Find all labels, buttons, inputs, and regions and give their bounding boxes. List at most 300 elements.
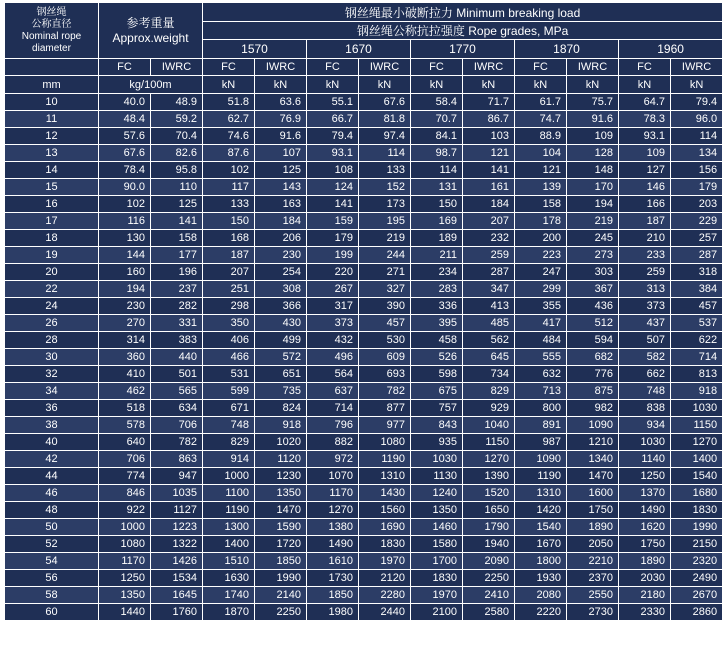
breaking-load-cell: 829 xyxy=(203,434,255,451)
diameter-cell: 60 xyxy=(5,604,99,621)
breaking-load-cell: 1390 xyxy=(463,468,515,485)
breaking-load-cell: 2860 xyxy=(671,604,723,621)
breaking-load-cell: 114 xyxy=(359,145,411,162)
breaking-load-cell: 537 xyxy=(671,315,723,332)
breaking-load-cell: 184 xyxy=(255,213,307,230)
table-row xyxy=(5,94,723,111)
breaking-load-cell: 1690 xyxy=(359,519,411,536)
load-unit: kN xyxy=(619,76,671,94)
breaking-load-cell: 526 xyxy=(411,349,463,366)
breaking-load-cell: 582 xyxy=(619,349,671,366)
weight-cell: 1322 xyxy=(151,536,203,553)
breaking-load-cell: 395 xyxy=(411,315,463,332)
breaking-load-cell: 2140 xyxy=(255,587,307,604)
breaking-load-cell: 2440 xyxy=(359,604,411,621)
breaking-load-cell: 1400 xyxy=(203,536,255,553)
weight-cell: 1223 xyxy=(151,519,203,536)
breaking-load-cell: 1100 xyxy=(203,485,255,502)
weight-cell: 383 xyxy=(151,332,203,349)
diameter-cell: 14 xyxy=(5,162,99,179)
breaking-load-cell: 496 xyxy=(307,349,359,366)
diameter-header-cn: 钢丝绳 xyxy=(36,6,67,18)
weight-cell: 410 xyxy=(99,366,151,383)
breaking-load-cell: 207 xyxy=(203,264,255,281)
breaking-load-cell: 79.4 xyxy=(671,94,723,111)
breaking-load-cell: 562 xyxy=(463,332,515,349)
breaking-load-cell: 776 xyxy=(567,366,619,383)
breaking-load-cell: 1150 xyxy=(463,434,515,451)
table-row xyxy=(5,230,723,247)
breaking-load-cell: 187 xyxy=(203,247,255,264)
type-header-empty xyxy=(5,59,99,76)
load-unit: kN xyxy=(307,76,359,94)
breaking-load-cell: 98.7 xyxy=(411,145,463,162)
diameter-cell: 46 xyxy=(5,485,99,502)
breaking-load-cell: 1310 xyxy=(359,468,411,485)
breaking-load-cell: 134 xyxy=(671,145,723,162)
breaking-load-cell: 877 xyxy=(359,400,411,417)
breaking-load-cell: 70.7 xyxy=(411,111,463,128)
breaking-load-cell: 662 xyxy=(619,366,671,383)
breaking-load-cell: 843 xyxy=(411,417,463,434)
table-row xyxy=(5,400,723,417)
breaking-load-cell: 1850 xyxy=(255,553,307,570)
breaking-load-cell: 152 xyxy=(359,179,411,196)
weight-cell: 40.0 xyxy=(99,94,151,111)
breaking-load-cell: 1490 xyxy=(307,536,359,553)
weight-cell: 67.6 xyxy=(99,145,151,162)
breaking-load-cell: 1730 xyxy=(307,570,359,587)
weight-cell: 1035 xyxy=(151,485,203,502)
breaking-load-cell: 318 xyxy=(671,264,723,281)
rope-type-header: IWRC xyxy=(359,59,411,76)
breaking-load-cell: 1040 xyxy=(463,417,515,434)
weight-cell: 331 xyxy=(151,315,203,332)
breaking-load-cell: 104 xyxy=(515,145,567,162)
breaking-load-cell: 96.0 xyxy=(671,111,723,128)
breaking-load-cell: 1090 xyxy=(567,417,619,434)
breaking-load-cell: 207 xyxy=(463,213,515,230)
table-row xyxy=(5,434,723,451)
table-row xyxy=(5,128,723,145)
grade-header-1570: 1570 xyxy=(203,40,307,59)
breaking-load-cell: 1680 xyxy=(671,485,723,502)
breaking-load-cell: 734 xyxy=(463,366,515,383)
breaking-load-cell: 179 xyxy=(671,179,723,196)
breaking-load-cell: 245 xyxy=(567,230,619,247)
weight-cell: 1350 xyxy=(99,587,151,604)
breaking-load-cell: 107 xyxy=(255,145,307,162)
weight-cell: 116 xyxy=(99,213,151,230)
breaking-load-cell: 1600 xyxy=(567,485,619,502)
breaking-load-cell: 232 xyxy=(463,230,515,247)
breaking-load-cell: 1790 xyxy=(463,519,515,536)
weight-cell: 1534 xyxy=(151,570,203,587)
breaking-load-cell: 406 xyxy=(203,332,255,349)
load-unit: kN xyxy=(255,76,307,94)
breaking-load-cell: 682 xyxy=(567,349,619,366)
breaking-load-cell: 1970 xyxy=(411,587,463,604)
breaking-load-cell: 229 xyxy=(671,213,723,230)
breaking-load-cell: 79.4 xyxy=(307,128,359,145)
diameter-cell: 18 xyxy=(5,230,99,247)
table-row xyxy=(5,196,723,213)
rope-type-header: FC xyxy=(99,59,151,76)
weight-cell: 578 xyxy=(99,417,151,434)
breaking-load-cell: 146 xyxy=(619,179,671,196)
breaking-load-cell: 200 xyxy=(515,230,567,247)
table-row xyxy=(5,383,723,400)
breaking-load-cell: 1750 xyxy=(567,502,619,519)
weight-cell: 237 xyxy=(151,281,203,298)
breaking-load-cell: 1250 xyxy=(619,468,671,485)
breaking-load-cell: 1540 xyxy=(515,519,567,536)
load-unit: kN xyxy=(463,76,515,94)
diameter-cell: 48 xyxy=(5,502,99,519)
weight-cell: 1080 xyxy=(99,536,151,553)
breaking-load-cell: 838 xyxy=(619,400,671,417)
weight-cell: 48.4 xyxy=(99,111,151,128)
breaking-load-cell: 637 xyxy=(307,383,359,400)
breaking-load-cell: 929 xyxy=(463,400,515,417)
weight-cell: 706 xyxy=(99,451,151,468)
breaking-load-cell: 2670 xyxy=(671,587,723,604)
breaking-load-cell: 1470 xyxy=(567,468,619,485)
breaking-load-cell: 1400 xyxy=(671,451,723,468)
breaking-load-cell: 918 xyxy=(255,417,307,434)
breaking-load-cell: 1990 xyxy=(671,519,723,536)
diameter-cell: 32 xyxy=(5,366,99,383)
diameter-cell: 22 xyxy=(5,281,99,298)
breaking-load-cell: 2120 xyxy=(359,570,411,587)
breaking-load-cell: 914 xyxy=(203,451,255,468)
table-row xyxy=(5,213,723,230)
breaking-load-cell: 1350 xyxy=(255,485,307,502)
breaking-load-cell: 124 xyxy=(307,179,359,196)
weight-cell: 1426 xyxy=(151,553,203,570)
rope-specification-table-container xyxy=(4,2,720,621)
breaking-load-cell: 384 xyxy=(671,281,723,298)
breaking-load-cell: 143 xyxy=(255,179,307,196)
weight-cell: 95.8 xyxy=(151,162,203,179)
weight-cell: 1645 xyxy=(151,587,203,604)
breaking-load-cell: 417 xyxy=(515,315,567,332)
load-unit: kN xyxy=(411,76,463,94)
breaking-load-cell: 133 xyxy=(203,196,255,213)
breaking-load-cell: 1830 xyxy=(411,570,463,587)
table-row xyxy=(5,553,723,570)
weight-cell: 440 xyxy=(151,349,203,366)
breaking-load-cell: 1420 xyxy=(515,502,567,519)
breaking-load-cell: 2370 xyxy=(567,570,619,587)
weight-cell: 141 xyxy=(151,213,203,230)
breaking-load-cell: 58.4 xyxy=(411,94,463,111)
weight-cell: 282 xyxy=(151,298,203,315)
weight-header-cn: 参考重量 xyxy=(126,15,175,30)
breaking-load-cell: 1980 xyxy=(307,604,359,621)
weight-cell: 230 xyxy=(99,298,151,315)
breaking-load-cell: 220 xyxy=(307,264,359,281)
breaking-load-cell: 355 xyxy=(515,298,567,315)
diameter-cell: 52 xyxy=(5,536,99,553)
table-row xyxy=(5,485,723,502)
weight-cell: 501 xyxy=(151,366,203,383)
breaking-load-cell: 287 xyxy=(671,247,723,264)
breaking-load-cell: 158 xyxy=(515,196,567,213)
weight-unit: kg/100m xyxy=(99,76,203,94)
table-row xyxy=(5,468,723,485)
breaking-load-cell: 141 xyxy=(463,162,515,179)
breaking-load-cell: 163 xyxy=(255,196,307,213)
breaking-load-cell: 131 xyxy=(411,179,463,196)
diameter-cell: 58 xyxy=(5,587,99,604)
breaking-load-cell: 2090 xyxy=(463,553,515,570)
breaking-load-cell: 150 xyxy=(203,213,255,230)
breaking-load-cell: 651 xyxy=(255,366,307,383)
breaking-load-cell: 934 xyxy=(619,417,671,434)
diameter-cell: 28 xyxy=(5,332,99,349)
breaking-load-cell: 555 xyxy=(515,349,567,366)
breaking-load-cell: 194 xyxy=(567,196,619,213)
breaking-load-cell: 71.7 xyxy=(463,94,515,111)
table-body xyxy=(5,94,723,621)
load-unit: kN xyxy=(203,76,255,94)
weight-cell: 782 xyxy=(151,434,203,451)
load-unit: kN xyxy=(567,76,619,94)
breaking-load-cell: 178 xyxy=(515,213,567,230)
grade-header-1960: 1960 xyxy=(619,40,723,59)
breaking-load-cell: 211 xyxy=(411,247,463,264)
breaking-load-cell: 2050 xyxy=(567,536,619,553)
breaking-load-cell: 121 xyxy=(463,145,515,162)
weight-cell: 1250 xyxy=(99,570,151,587)
breaking-load-cell: 75.7 xyxy=(567,94,619,111)
breaking-load-cell: 748 xyxy=(619,383,671,400)
rope-grades-header: 钢丝绳公称抗拉强度 Rope grades, MPa xyxy=(203,22,723,40)
breaking-load-cell: 313 xyxy=(619,281,671,298)
rope-type-header: IWRC xyxy=(567,59,619,76)
breaking-load-cell: 1590 xyxy=(255,519,307,536)
breaking-load-cell: 782 xyxy=(359,383,411,400)
breaking-load-cell: 195 xyxy=(359,213,411,230)
rope-type-header: IWRC xyxy=(463,59,515,76)
breaking-load-cell: 572 xyxy=(255,349,307,366)
grade-header-1670: 1670 xyxy=(307,40,411,59)
breaking-load-cell: 141 xyxy=(307,196,359,213)
breaking-load-cell: 114 xyxy=(671,128,723,145)
diameter-header-cn2: 公称直径 xyxy=(31,18,72,30)
breaking-load-cell: 1470 xyxy=(255,502,307,519)
breaking-load-cell: 2210 xyxy=(567,553,619,570)
breaking-load-cell: 457 xyxy=(671,298,723,315)
table-row xyxy=(5,587,723,604)
diameter-cell: 42 xyxy=(5,451,99,468)
breaking-load-cell: 251 xyxy=(203,281,255,298)
weight-cell: 1127 xyxy=(151,502,203,519)
breaking-load-cell: 1380 xyxy=(307,519,359,536)
breaking-load-cell: 128 xyxy=(567,145,619,162)
breaking-load-cell: 1070 xyxy=(307,468,359,485)
breaking-load-cell: 2250 xyxy=(255,604,307,621)
table-row xyxy=(5,519,723,536)
breaking-load-cell: 530 xyxy=(359,332,411,349)
breaking-load-cell: 693 xyxy=(359,366,411,383)
breaking-load-cell: 189 xyxy=(411,230,463,247)
table-row xyxy=(5,145,723,162)
diameter-cell: 56 xyxy=(5,570,99,587)
table-row xyxy=(5,451,723,468)
table-row xyxy=(5,366,723,383)
breaking-load-cell: 1030 xyxy=(619,434,671,451)
diameter-cell: 11 xyxy=(5,111,99,128)
breaking-load-cell: 1370 xyxy=(619,485,671,502)
breaking-load-cell: 1890 xyxy=(567,519,619,536)
breaking-load-cell: 81.8 xyxy=(359,111,411,128)
breaking-load-cell: 2730 xyxy=(567,604,619,621)
rope-type-header: FC xyxy=(307,59,359,76)
table-row xyxy=(5,502,723,519)
weight-cell: 196 xyxy=(151,264,203,281)
breaking-load-cell: 1190 xyxy=(515,468,567,485)
rope-type-header: FC xyxy=(515,59,567,76)
breaking-load-cell: 1610 xyxy=(307,553,359,570)
breaking-load-cell: 64.7 xyxy=(619,94,671,111)
breaking-load-cell: 1230 xyxy=(255,468,307,485)
breaking-load-cell: 169 xyxy=(411,213,463,230)
breaking-load-cell: 102 xyxy=(203,162,255,179)
breaking-load-cell: 2080 xyxy=(515,587,567,604)
breaking-load-cell: 271 xyxy=(359,264,411,281)
breaking-load-cell: 2150 xyxy=(671,536,723,553)
breaking-load-cell: 103 xyxy=(463,128,515,145)
table-row xyxy=(5,281,723,298)
breaking-load-cell: 287 xyxy=(463,264,515,281)
table-row xyxy=(5,162,723,179)
breaking-load-cell: 210 xyxy=(619,230,671,247)
weight-cell: 947 xyxy=(151,468,203,485)
breaking-load-cell: 366 xyxy=(255,298,307,315)
breaking-load-cell: 67.6 xyxy=(359,94,411,111)
table-row xyxy=(5,247,723,264)
breaking-load-cell: 1150 xyxy=(671,417,723,434)
weight-cell: 57.6 xyxy=(99,128,151,145)
breaking-load-cell: 219 xyxy=(567,213,619,230)
load-unit: kN xyxy=(671,76,723,94)
breaking-load-cell: 298 xyxy=(203,298,255,315)
weight-cell: 270 xyxy=(99,315,151,332)
breaking-load-cell: 199 xyxy=(307,247,359,264)
breaking-load-cell: 1020 xyxy=(255,434,307,451)
breaking-load-cell: 109 xyxy=(619,145,671,162)
breaking-load-cell: 66.7 xyxy=(307,111,359,128)
breaking-load-cell: 748 xyxy=(203,417,255,434)
breaking-load-cell: 97.4 xyxy=(359,128,411,145)
breaking-load-cell: 223 xyxy=(515,247,567,264)
breaking-load-cell: 62.7 xyxy=(203,111,255,128)
breaking-load-cell: 430 xyxy=(255,315,307,332)
breaking-load-cell: 336 xyxy=(411,298,463,315)
weight-cell: 110 xyxy=(151,179,203,196)
breaking-load-cell: 1140 xyxy=(619,451,671,468)
breaking-load-cell: 133 xyxy=(359,162,411,179)
breaking-load-cell: 61.7 xyxy=(515,94,567,111)
breaking-load-cell: 1990 xyxy=(255,570,307,587)
breaking-load-cell: 244 xyxy=(359,247,411,264)
breaking-load-cell: 91.6 xyxy=(255,128,307,145)
breaking-load-cell: 1940 xyxy=(463,536,515,553)
breaking-load-cell: 1970 xyxy=(359,553,411,570)
breaking-load-cell: 76.9 xyxy=(255,111,307,128)
weight-cell: 158 xyxy=(151,230,203,247)
breaking-load-cell: 1130 xyxy=(411,468,463,485)
breaking-load-cell: 1210 xyxy=(567,434,619,451)
diameter-cell: 40 xyxy=(5,434,99,451)
breaking-load-cell: 187 xyxy=(619,213,671,230)
weight-cell: 1760 xyxy=(151,604,203,621)
rope-type-header: FC xyxy=(411,59,463,76)
breaking-load-cell: 1170 xyxy=(307,485,359,502)
breaking-load-cell: 219 xyxy=(359,230,411,247)
breaking-load-cell: 117 xyxy=(203,179,255,196)
breaking-load-cell: 93.1 xyxy=(307,145,359,162)
breaking-load-cell: 308 xyxy=(255,281,307,298)
breaking-load-cell: 484 xyxy=(515,332,567,349)
breaking-load-cell: 1930 xyxy=(515,570,567,587)
breaking-load-cell: 1090 xyxy=(515,451,567,468)
breaking-load-cell: 91.6 xyxy=(567,111,619,128)
breaking-load-cell: 713 xyxy=(515,383,567,400)
diameter-cell: 38 xyxy=(5,417,99,434)
breaking-load-cell: 599 xyxy=(203,383,255,400)
breaking-load-cell: 1300 xyxy=(203,519,255,536)
breaking-load-cell: 121 xyxy=(515,162,567,179)
breaking-load-cell: 757 xyxy=(411,400,463,417)
weight-cell: 90.0 xyxy=(99,179,151,196)
breaking-load-cell: 485 xyxy=(463,315,515,332)
breaking-load-cell: 259 xyxy=(619,264,671,281)
table-row xyxy=(5,264,723,281)
breaking-load-cell: 2220 xyxy=(515,604,567,621)
diameter-cell: 36 xyxy=(5,400,99,417)
breaking-load-cell: 2490 xyxy=(671,570,723,587)
breaking-load-cell: 173 xyxy=(359,196,411,213)
breaking-load-cell: 2550 xyxy=(567,587,619,604)
breaking-load-cell: 531 xyxy=(203,366,255,383)
breaking-load-cell: 1120 xyxy=(255,451,307,468)
breaking-load-cell: 813 xyxy=(671,366,723,383)
breaking-load-cell: 159 xyxy=(307,213,359,230)
weight-cell: 48.9 xyxy=(151,94,203,111)
weight-header-en: Approx.weight xyxy=(112,30,189,45)
breaking-load-cell: 1620 xyxy=(619,519,671,536)
breaking-load-cell: 437 xyxy=(619,315,671,332)
diameter-header-en2: diameter xyxy=(32,42,71,54)
load-unit: kN xyxy=(359,76,411,94)
load-unit: kN xyxy=(515,76,567,94)
breaking-load-cell: 1850 xyxy=(307,587,359,604)
diameter-cell: 17 xyxy=(5,213,99,230)
breaking-load-cell: 413 xyxy=(463,298,515,315)
weight-cell: 565 xyxy=(151,383,203,400)
breaking-load-cell: 1670 xyxy=(515,536,567,553)
breaking-load-cell: 1870 xyxy=(203,604,255,621)
breaking-load-cell: 87.6 xyxy=(203,145,255,162)
table-row xyxy=(5,570,723,587)
breaking-load-cell: 184 xyxy=(463,196,515,213)
breaking-load-cell: 247 xyxy=(515,264,567,281)
breaking-load-cell: 84.1 xyxy=(411,128,463,145)
breaking-load-cell: 671 xyxy=(203,400,255,417)
